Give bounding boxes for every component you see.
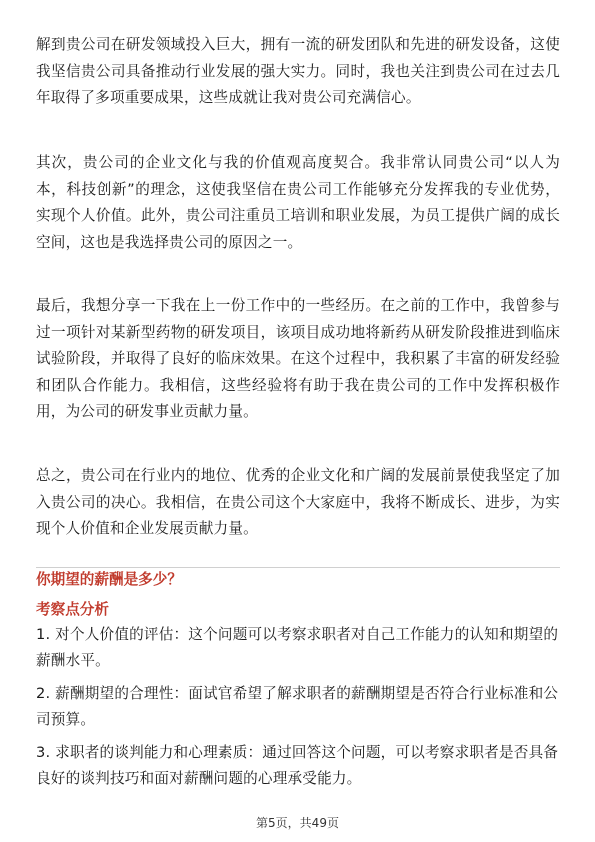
analysis-item: 2. 薪酬期望的合理性：面试官希望了解求职者的薪酬期望是否符合行业标准和公司预算。 — [36, 685, 559, 728]
paragraph-company-research: 解到贵公司在研发领域投入巨大，拥有一流的研发团队和先进的研发设备，这使我坚信贵公司具备推动行业发展的强大实力。同时，我也关注到贵公司在过去几年取得了多项重要成果，这些成就让我对贵公司充满信心。 — [36, 36, 560, 106]
analysis-item: 3. 求职者的谈判能力和心理素质：通过回答这个问题，可以考察求职者是否具备良好的谈判技巧和面对薪酬问题的心理承受能力。 — [36, 744, 559, 787]
section-divider — [36, 567, 560, 568]
paragraph-previous-experience: 最后，我想分享一下我在上一份工作中的一些经历。在之前的工作中，我曾参与过一项针对某新型药物的研发项目，该项目成功地将新药从研发阶段推进到临床试验阶段，并取得了良好的临床效果。在这个过程中，我积累了丰富的研发经验和团队合作能力。我相信，这些经验将有助于我在贵公司的工作中发挥积极作用，为公司的研发事业贡献力量。 — [36, 297, 560, 420]
paragraph-conclusion: 总之，贵公司在行业内的地位、优秀的企业文化和广阔的发展前景使我坚定了加入贵公司的决心。我相信，在贵公司这个大家庭中，我将不断成长、进步，为实现个人价值和企业发展贡献力量。 — [36, 467, 560, 537]
paragraph-company-culture: 其次，贵公司的企业文化与我的价值观高度契合。我非常认同贵公司“以人为本，科技创新”的理念，这使我坚信在贵公司工作能够充分发挥我的专业优势，实现个人价值。此外，贵公司注重员工培训和职业发展，为员工提供广阔的成长空间，这也是我选择贵公司的原因之一。 — [36, 154, 560, 251]
analysis-item: 1. 对个人价值的评估：这个问题可以考察求职者对自己工作能力的认知和期望的薪酬水平。 — [36, 626, 559, 669]
page-number: 第5页，共49页 — [256, 816, 339, 830]
question-title: 你期望的薪酬是多少？ — [36, 571, 182, 588]
analysis-heading: 考察点分析 — [36, 601, 109, 618]
